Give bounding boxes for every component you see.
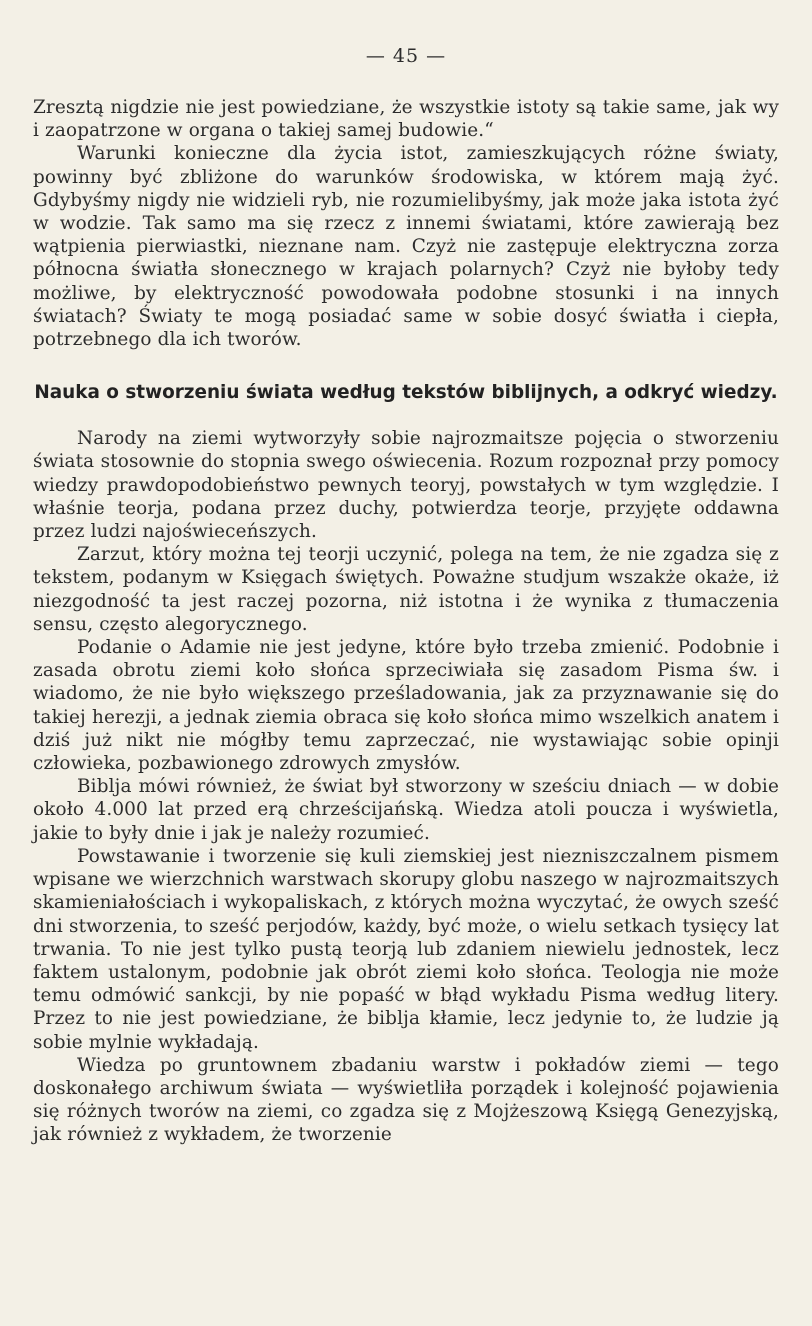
page-number: — 45 — (365, 45, 447, 67)
paragraph: Podanie o Adamie nie jest jedyne, które było trzeba zmienić. Podobnie i zasada obrotu ziemi koło słońca sprzeciwiała się zasadom Pisma św. i wiadomo, że nie było większego prześladowania, jak za przyznawanie się do takiej herezji, a jednak ziemia obraca się koło słońca mimo wszelkich anatem i dziś już nikt nie mógłby temu zaprzeczać, nie wystawiając sobie opinji człowieka, pozbawionego zdrowych zmysłów. (33, 637, 779, 775)
paragraph: Zarzut, który można tej teorji uczynić, polega na tem, że nie zgadza się z tekstem, podanym w Księgach świętych. Poważne studjum wszakże okaże, iż niezgodność ta jest raczej pozorna, niż istotna i że wynika z tłumaczenia sensu, często alegorycznego. (33, 544, 779, 635)
paragraph: Warunki konieczne dla życia istot, zamieszkujących różne światy, powinny być zbliżone do warunków środowiska, w którem mają żyć. Gdybyśmy nigdy nie widzieli ryb, nie rozumielibyśmy, jak może jaka istota żyć w wodzie. Tak samo ma się rzecz z innemi światami, które zawierają bez wątpienia pierwiastki, nieznane nam. Czyż nie zastępuje elektryczna zorza północna światła słonecznego w krajach polarnych? Czyż nie byłoby tedy możliwe, by elektryczność powodowała podobne stosunki i na innych światach? Światy te mogą posiadać same w sobie dosyć światła i ciepła, potrzebnego dla ich tworów. (33, 143, 779, 351)
section-text (33, 427, 779, 1146)
intro-text (33, 96, 779, 351)
paragraph: Wiedza po gruntownem zbadaniu warstw i pokładów ziemi — tego doskonałego archiwum świata — wyświetliła porządek i kolejność pojawienia się różnych tworów na ziemi, co zgadza się z Mojżeszową Księgą Genezyjską, jak również z wykładem, że tworzenie (33, 1054, 779, 1146)
paragraph: Powstawanie i tworzenie się kuli ziemskiej jest niezniszczalnem pismem wpisane we wierzchnich warstwach skorupy globu naszego w najrozmaitszych skamieniałościach i wykopaliskach, z których można wyczytać, że owych sześć dni stworzenia, to sześć perjodów, każdy, być może, o wielu setkach tysięcy lat trwania. To nie jest tylko pustą teorją lub zdaniem niewielu jednostek, lecz faktem ustalonym, podobnie jak obrót ziemi koło słońca. Teologja nie może temu odmówić sankcji, by nie popaść w błąd wykładu Pisma według litery. Przez to nie jest powiedziane, że biblja kłamie, lecz jedynie to, że ludzie ją sobie mylnie wykładają. (33, 845, 779, 1053)
section-heading: Nauka o stworzeniu świata według tekstów biblijnych, a odkryć wiedzy. (34, 382, 778, 404)
paragraph: Biblja mówi również, że świat był stworzony w sześciu dniach — w dobie około 4.000 lat przed erą chrześcijańską. Wiedza atoli poucza i wyświetla, jakie to były dnie i jak je należy rozumieć. (33, 776, 779, 844)
paragraph: Narody na ziemi wytworzyły sobie najrozmaitsze pojęcia o stworzeniu świata stosownie do stopnia swego oświecenia. Rozum rozpoznał przy pomocy wiedzy prawdopodobieństwo pewnych teoryj, powstałych w tym względzie. I właśnie teorja, podana przez duchy, potwierdza teorje, przyjęte oddawna przez ludzi najoświeceńszych. (33, 428, 779, 543)
paragraph: Zresztą nigdzie nie jest powiedziane, że wszystkie istoty są takie same, jak wy i zaopatrzone w organa o takiej samej budowie.“ (33, 97, 779, 142)
